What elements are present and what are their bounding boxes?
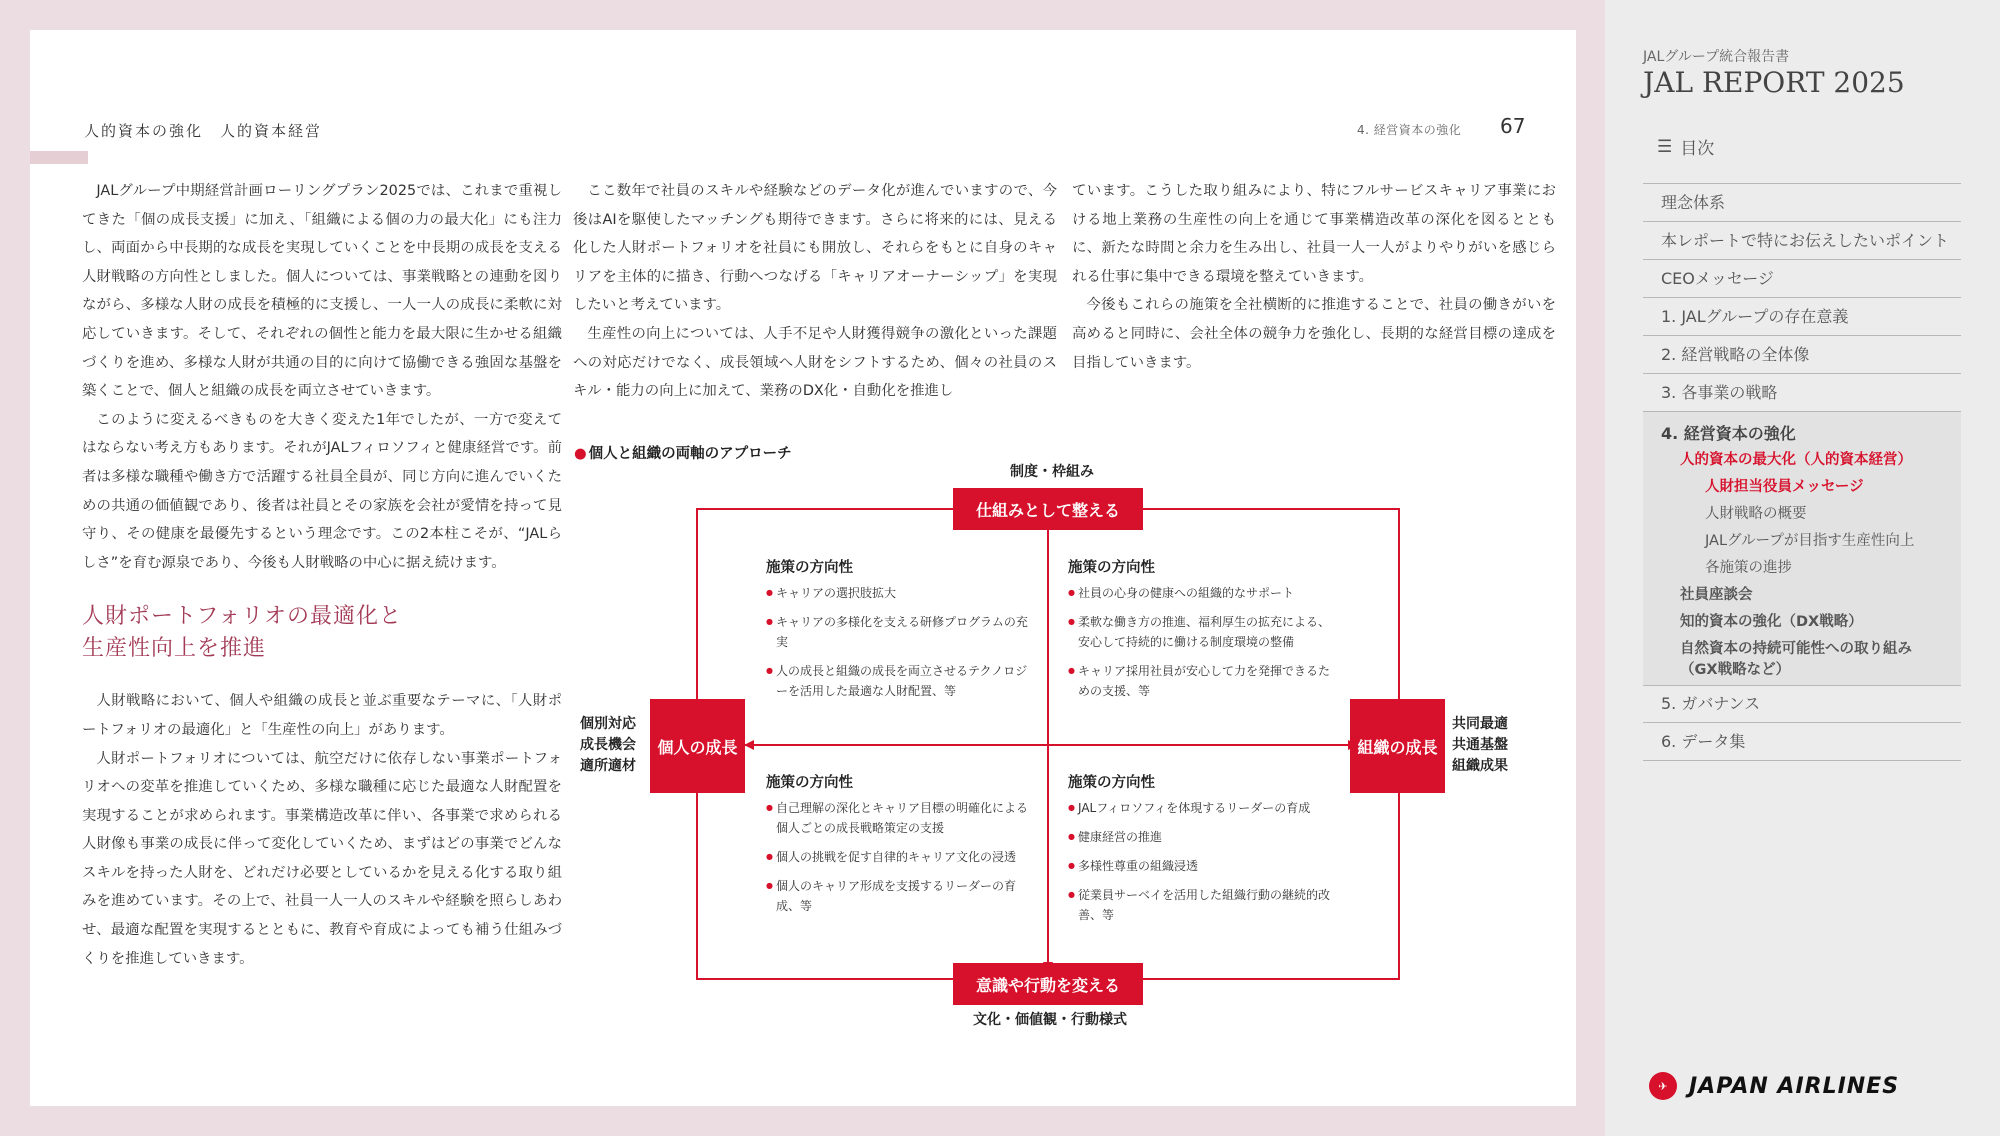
toc-subitem[interactable]: 社員座談会 [1680, 587, 1753, 603]
list-item: ● 柔軟な働き方の推進、福利厚生の拡充による、安心して持続的に働ける制度環境の整備 [1068, 612, 1338, 652]
paragraph: 人財戦略において、個人や組織の成長と並ぶ重要なテーマに、「人財ポートフォリオの最適化」と「生産性の向上」があります。 [82, 693, 562, 738]
list-item: ● 健康経営の推進 [1068, 827, 1338, 847]
list-item: ● キャリア採用社員が安心して力を発揮できるための支援、等 [1068, 661, 1338, 701]
approach-diagram [560, 412, 1530, 1032]
toc-item[interactable]: 本レポートで特にお伝えしたいポイント [1643, 222, 1961, 260]
toc-item[interactable]: 1. JALグループの存在意義 [1643, 298, 1961, 336]
diagram-title: ● 個人と組織の両軸のアプローチ [574, 446, 792, 462]
paragraph: このように変えるべきものを大きく変えた1年でしたが、一方で変えてはならない考え方もあります。それがJALフィロソフィと健康経営です。前者は多様な職種や働き方で活躍する社員全員が、同じ方向に進んでいくための共通の価値観であり、後者は社員とその家族を会社が愛情を持って見守り、その健康を最優先するという理念です。この2本柱こそが、“JALらしさ”を育む源泉であり、今後も人財戦略の中心に据え続けます。 [82, 411, 562, 571]
page-section-header: 人的資本の強化 人的資本経営 [84, 122, 323, 140]
list-item: ● 従業員サーベイを活用した組織行動の継続的改善、等 [1068, 885, 1338, 925]
jal-logo: ✈ JAPAN AIRLINES [1649, 1072, 1899, 1100]
right-box: 組織の成長 [1350, 699, 1445, 793]
bottom-box: 意識や行動を変える [953, 963, 1143, 1005]
toc-toggle[interactable]: ☰ 目次 [1657, 136, 1715, 159]
list-item: ● 人の成長と組織の成長を両立させるテクノロジーを活用した最適な人財配置、等 [766, 661, 1036, 701]
section-heading: 人財ポートフォリオの最適化と 生産性向上を推進 [82, 604, 403, 662]
paragraph: 今後もこれらの施策を全社横断的に推進することで、社員の働きがいを高めると同時に、会社全体の競争力を強化し、長期的な経営目標の達成を目指していきます。 [1072, 297, 1556, 371]
list-item: ● JALフィロソフィを体現するリーダーの育成 [1068, 798, 1338, 818]
arrow-left-icon [744, 740, 754, 750]
toc-item[interactable]: CEOメッセージ [1643, 260, 1961, 298]
sidebar [1605, 0, 2000, 1136]
list-item: ● キャリアの選択肢拡大 [766, 583, 1036, 603]
report-subtitle: JALグループ統合報告書 [1643, 49, 1790, 65]
quadrant-bottom-right: 施策の方向性 ● JALフィロソフィを体現するリーダーの育成 ● 健康経営の推進 ● 多様性尊重の組織浸透 ● 従業員サーベイを活用した組織行動の継続的改善、等 [1068, 771, 1338, 934]
quadrant-bottom-left: 施策の方向性 ● 自己理解の深化とキャリア目標の明確化による個人ごとの成長戦略策定の支援 ● 個人の挑戦を促す自律的キャリア文化の浸透 ● 個人のキャリア形成を支援するリーダーの育成、等 [766, 771, 1036, 925]
chapter-label: 4. 経営資本の強化 [1357, 123, 1462, 137]
list-item: ● 個人のキャリア形成を支援するリーダーの育成、等 [766, 876, 1036, 916]
page-number: 67 [1500, 114, 1526, 138]
toc-item[interactable]: 6. データ集 [1643, 723, 1961, 761]
top-box: 仕組みとして整える [953, 488, 1143, 530]
toc-subitem[interactable]: 人財戦略の概要 [1705, 506, 1807, 522]
crane-icon: ✈ [1649, 1072, 1677, 1100]
toc-item[interactable]: 2. 経営戦略の全体像 [1643, 336, 1961, 374]
text-column-2 [573, 177, 1057, 406]
toc-subitem[interactable]: 知的資本の強化（DX戦略） [1680, 614, 1863, 630]
toc-subitem[interactable]: JALグループが目指す生産性向上 [1705, 533, 1915, 549]
header-accent-bar [30, 151, 88, 164]
paragraph: 人財ポートフォリオについては、航空だけに依存しない事業ポートフォリオへの変革を推進していくため、多様な職種に応じた最適な人財配置を実現することが求められます。事業構造改革に伴い、各事業で求められる人財像も事業の成長に伴って変化していくため、まずはどの事業でどんなスキルを持った人財を、どれだけ必要としているかを見える化する取り組みを進めています。その上で、社員一人一人のスキルや経験を照らしあわせ、最適な配置を実現するとともに、教育や育成によっても補う仕組みづくりを推進していきます。 [82, 750, 562, 967]
paragraph: ています。こうした取り組みにより、特にフルサービスキャリア事業における地上業務の生産性の向上を通じて事業構造改革の深化を図るとともに、新たな時間と余力を生み出し、社員一人一人がよりやりがいを感じられる仕事に集中できる環境を整えていきます。 [1072, 183, 1556, 285]
list-item: ● 個人の挑戦を促す自律的キャリア文化の浸透 [766, 847, 1036, 867]
left-box: 個人の成長 [650, 699, 745, 793]
quadrant-top-left: 施策の方向性 ● キャリアの選択肢拡大 ● キャリアの多様化を支える研修プログラムの充実 ● 人の成長と組織の成長を両立させるテクノロジーを活用した最適な人財配置、等 [766, 556, 1036, 710]
toc-item-current[interactable]: 人的資本の最大化（人的資本経営） [1680, 452, 1912, 468]
list-item: ● 社員の心身の健康への組織的なサポート [1068, 583, 1338, 603]
toc-item[interactable]: 3. 各事業の戦略 [1643, 374, 1961, 412]
toc-item-section-4[interactable]: 4. 経営資本の強化 [1661, 424, 1796, 443]
list-item: ● 多様性尊重の組織浸透 [1068, 856, 1338, 876]
toc-item[interactable]: 理念体系 [1643, 184, 1961, 222]
quadrant-top-right: 施策の方向性 ● 社員の心身の健康への組織的なサポート ● 柔軟な働き方の推進、福利厚生の拡充による、安心して持続的に働ける制度環境の整備 ● キャリア採用社員が安心して力を発揮できるための支援、等 [1068, 556, 1338, 710]
left-labels: 個別対応 成長機会 適所適材 [580, 716, 636, 774]
text-column-3 [1072, 177, 1556, 377]
paragraph: 生産性の向上については、人手不足や人財獲得競争の激化といった課題への対応だけでなく、成長領域へ人財をシフトするため、個々の社員のスキル・能力の向上に加えて、業務のDX化・自動化を推進し [573, 325, 1057, 400]
horizontal-axis [724, 744, 1378, 746]
toc-subitem-active[interactable]: 人財担当役員メッセージ [1705, 479, 1864, 495]
paragraph: JALグループ中期経営計画ローリングプラン2025では、これまで重視してきた「個の成長支援」に加え、「組織による個の力の最大化」にも注力し、両面から中長期的な成長を実現していくことを中長期の成長を支える人財戦略の方向性としました。個人については、事業戦略との連動を図りながら、多様な人財の成長を積極的に支援し、一人一人の成長に柔軟に対応していきます。そして、それぞれの個性と能力を最大限に生かせる組織づくりを進め、多様な人財が共通の目的に向けて協働できる強固な基盤を築くことで、個人と組織の成長を両立させていきます。 [82, 183, 562, 400]
menu-icon: ☰ [1657, 136, 1673, 157]
toc-item[interactable]: 5. ガバナンス [1643, 685, 1961, 723]
list-item: ● キャリアの多様化を支える研修プログラムの充実 [766, 612, 1036, 652]
toc-subitem: （GX戦略など） [1680, 662, 1791, 678]
vertical-axis [1047, 510, 1049, 976]
right-labels: 共同最適 共通基盤 組織成果 [1452, 716, 1508, 774]
toc-subitem[interactable]: 各施策の進捗 [1705, 560, 1792, 576]
text-column-1 [82, 177, 562, 973]
top-axis-label: 制度・枠組み [1010, 464, 1094, 480]
list-item: ● 自己理解の深化とキャリア目標の明確化による個人ごとの成長戦略策定の支援 [766, 798, 1036, 838]
toc-subitem[interactable]: 自然資本の持続可能性への取り組み [1680, 641, 1912, 657]
paragraph: ここ数年で社員のスキルや経験などのデータ化が進んでいますので、今後はAIを駆使したマッチングも期待できます。さらに将来的には、見える化した人財ポートフォリオを社員にも開放し、それらをもとに自身のキャリアを主体的に描き、行動へつなげる「キャリアオーナーシップ」を実現したいと考えています。 [573, 183, 1057, 314]
report-title: JAL REPORT 2025 [1643, 66, 1905, 99]
bottom-axis-label: 文化・価値観・行動様式 [973, 1012, 1127, 1028]
